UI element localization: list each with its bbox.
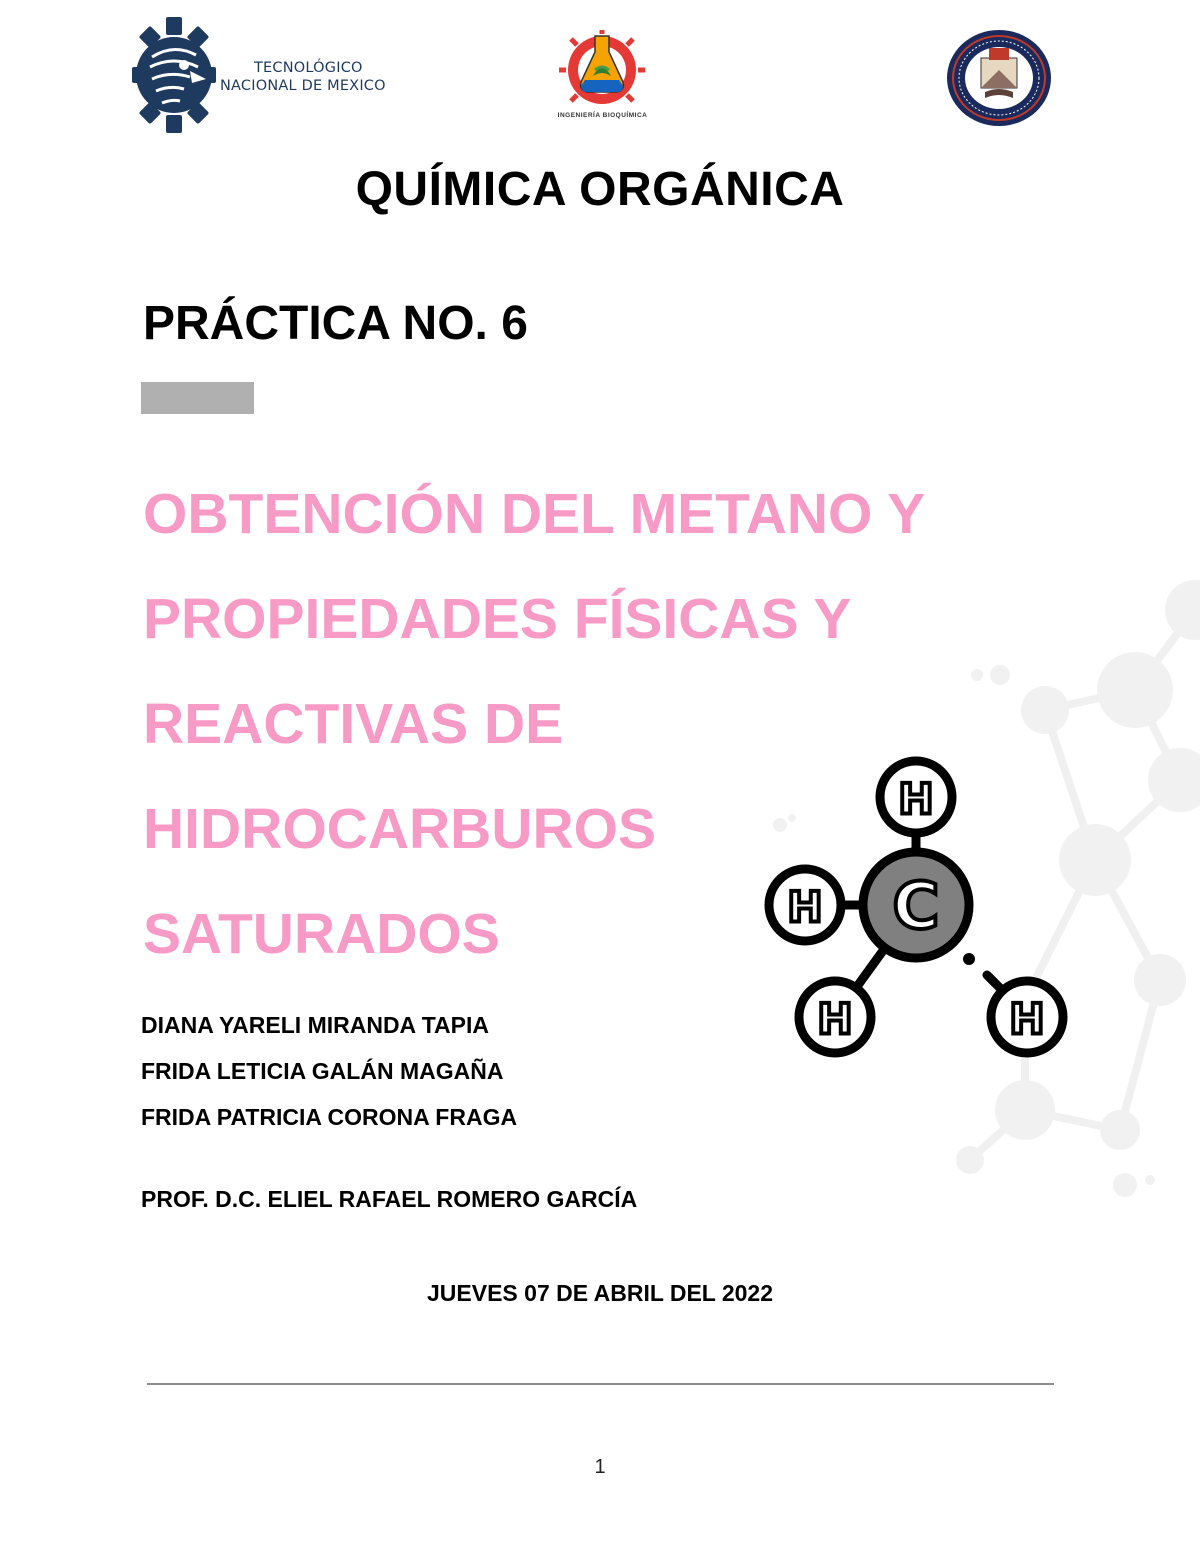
itm-seal-logo	[945, 28, 1053, 128]
flask-logo-icon	[545, 30, 660, 115]
carbon-symbol: C	[892, 870, 940, 944]
svg-text:H: H	[817, 994, 853, 1044]
bond-bottom-right	[987, 975, 1001, 989]
hydrogen-atom-bottom-right	[991, 981, 1063, 1053]
course-title: QUÍMICA ORGÁNICA	[355, 163, 845, 216]
title-line-4: HIDROCARBUROS	[143, 797, 656, 861]
tecnm-line1: TECNOLÓGICO	[254, 60, 363, 76]
gray-accent-bar	[141, 382, 254, 414]
author-1: DIANA YARELI MIRANDA TAPIA	[141, 1012, 489, 1038]
practice-number: PRÁCTICA NO. 6	[143, 297, 528, 350]
footer-divider	[147, 1383, 1054, 1385]
author-list	[141, 1002, 517, 1140]
tecnm-wordmark	[220, 59, 386, 95]
hydrogen-atom-top	[880, 761, 952, 833]
title-line-2: PROPIEDADES FÍSICAS Y	[143, 587, 852, 651]
author-2: FRIDA LETICIA GALÁN MAGAÑA	[141, 1058, 504, 1084]
svg-text:H: H	[898, 774, 934, 824]
tecnm-eagle-gear-icon	[130, 15, 220, 137]
carbon-atom	[863, 852, 969, 958]
title-line-1: OBTENCIÓN DEL METANO Y	[143, 482, 926, 546]
itm-seal-icon	[945, 28, 1053, 128]
wedge-dot	[963, 953, 975, 965]
hydrogen-atom-left	[769, 869, 841, 941]
hydrogen-atom-bottom-left	[799, 981, 871, 1053]
author-3: FRIDA PATRICIA CORONA FRAGA	[141, 1104, 518, 1130]
title-line-3: REACTIVAS DE	[143, 692, 564, 756]
document-date: JUEVES 07 DE ABRIL DEL 2022	[427, 1280, 773, 1306]
title-line-5: SATURADOS	[143, 902, 500, 966]
tecnm-logo	[130, 15, 386, 137]
ibq-label: INGENIERÍA BIOQUÍMICA	[557, 112, 648, 119]
tecnm-line2: NACIONAL DE MEXICO	[220, 78, 386, 94]
svg-text:H: H	[1009, 994, 1045, 1044]
svg-text:H: H	[787, 882, 823, 932]
page-number: 1	[594, 1456, 606, 1478]
ibq-logo	[545, 30, 660, 125]
professor-name: PROF. D.C. ELIEL RAFAEL ROMERO GARCÍA	[141, 1186, 638, 1212]
methane-molecule-icon	[755, 745, 1075, 1065]
